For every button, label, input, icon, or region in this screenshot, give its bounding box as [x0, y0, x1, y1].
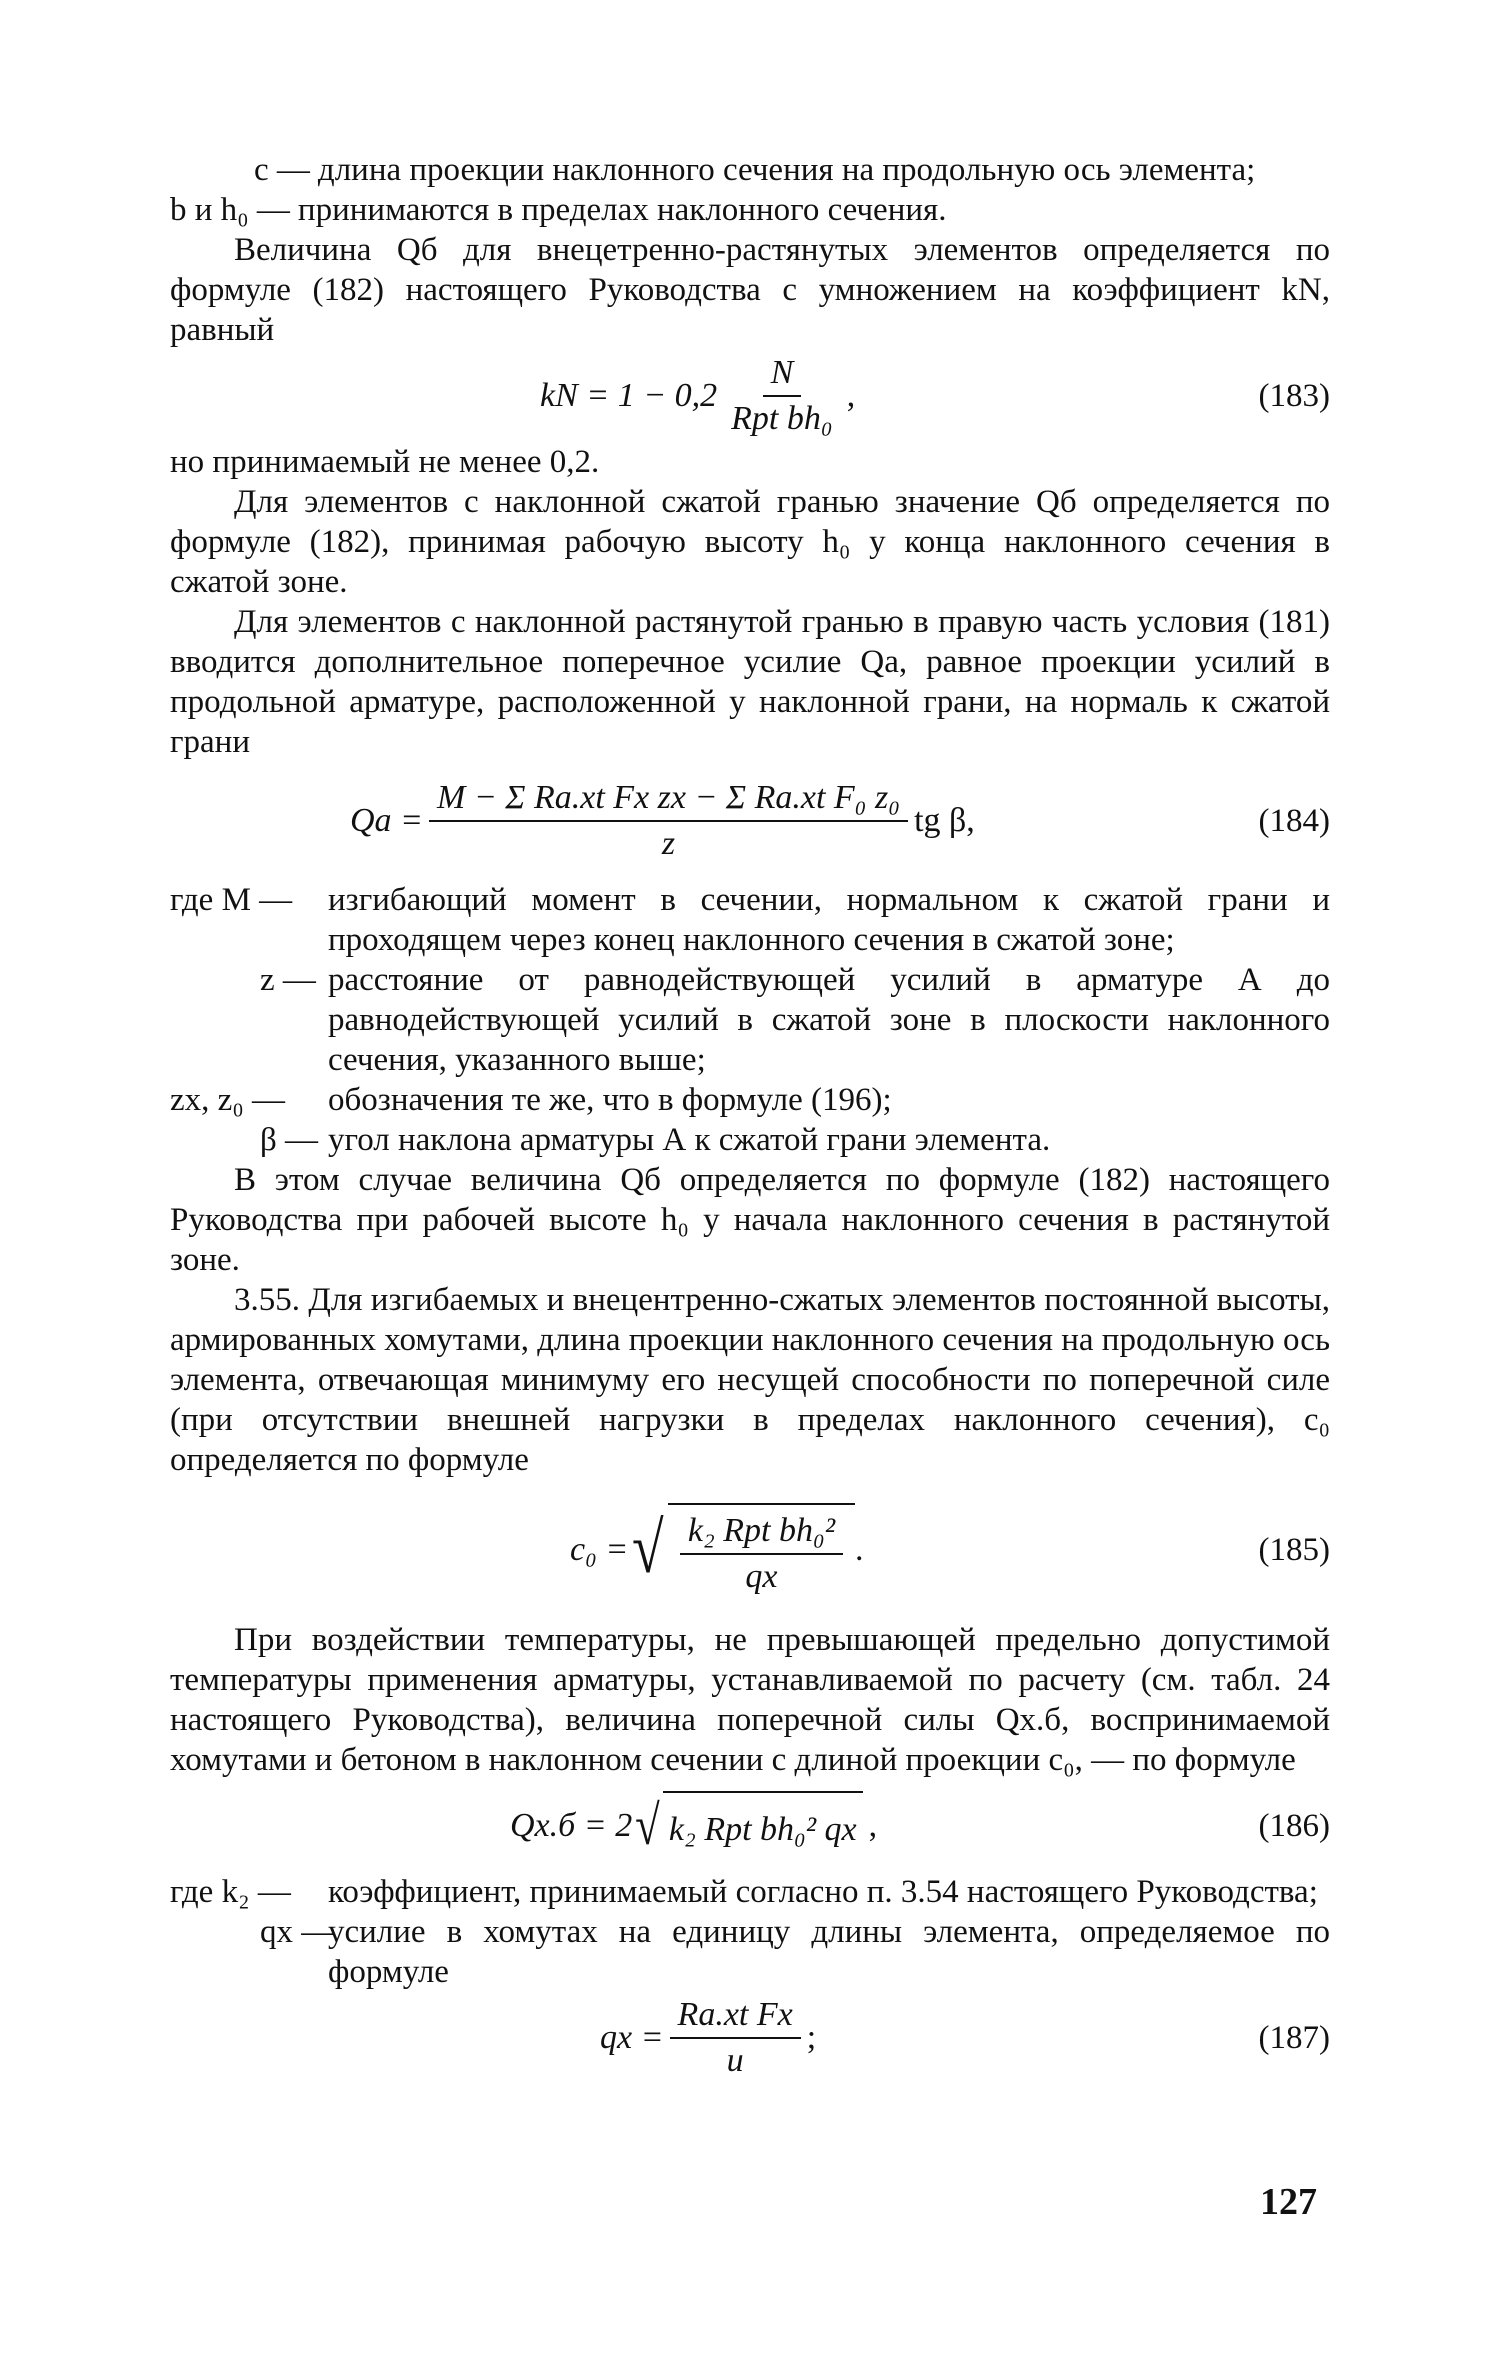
definition-text: усилие в хомутах на единицу длины элемента, определяемое по формуле — [328, 1914, 1330, 1990]
sqrt-sign-icon — [632, 1791, 862, 1861]
definition-text: коэффициент, принимаемый согласно п. 3.54 настоящего Руководства; — [328, 1874, 1318, 1910]
formula-183 — [170, 350, 1330, 442]
equation-number: (186) — [1258, 1807, 1330, 1844]
definition-M — [170, 880, 1330, 960]
formula-lhs: qх = — [600, 2019, 664, 2056]
sqrt-sign-icon — [628, 1503, 855, 1597]
formula-radicand: k₂ Rpt bh₀² qх — [663, 1791, 863, 1861]
paragraph-min-value: но принимаемый не менее 0,2. — [170, 444, 600, 480]
definition-symbol: c — — [254, 152, 310, 188]
definition-symbol: где k₂ — — [170, 1874, 291, 1910]
formula-fraction — [429, 778, 908, 864]
document-body — [170, 150, 1330, 2084]
definition-symbol: qх — — [260, 1914, 335, 1950]
definition-qx — [170, 1912, 1330, 1992]
definition-symbol: где M — — [170, 882, 293, 918]
paragraph-in-this-case: В этом случае величина Qб определяется по формуле (182) настоящего Руководства при рабочей высоте h₀ у начала наклонного сечения в растянутой зоне. — [170, 1162, 1330, 1278]
formula-tail: ; — [806, 2019, 817, 2056]
definition-text: принимаются в пределах наклонного сечения. — [297, 192, 947, 228]
formula-lhs: Qх.б = 2 — [510, 1807, 633, 1844]
formula-186 — [170, 1780, 1330, 1872]
formula-tail: , — [868, 1807, 878, 1844]
formula-denominator: u — [726, 2042, 744, 2079]
definition-text: изгибающий момент в сечении, нормальном к сжатой грани и проходящем через конец наклонного сечения в сжатой зоне; — [328, 882, 1330, 958]
definition-c — [170, 150, 1330, 190]
formula-lhs: c₀ = — [570, 1531, 629, 1568]
definition-symbol: b и h₀ — — [170, 192, 290, 228]
paragraph-compressed-face: Для элементов с наклонной сжатой гранью значение Qб определяется по формуле (182), принимая рабочую высоту h₀ у конца наклонного сечения в сжатой зоне. — [170, 484, 1330, 600]
paragraph-kn-intro: Величина Qб для внецетренно-растянутых элементов определяется по формуле (182) настоящего Руководства с умножением на коэффициент kN, равный — [170, 232, 1330, 348]
definition-text: длина проекции наклонного сечения на продольную ось элемента; — [317, 152, 1256, 188]
definition-b-h0 — [170, 190, 1330, 230]
formula-184 — [170, 762, 1330, 880]
formula-187-expression — [600, 1992, 816, 2084]
formula-numerator: Rа.хt Fх — [670, 1995, 801, 2039]
equation-number: (184) — [1258, 802, 1330, 839]
formula-184-expression — [350, 762, 975, 880]
definition-k2 — [170, 1872, 1330, 1912]
formula-185-expression — [570, 1480, 864, 1620]
definition-symbol: zх, z₀ — — [170, 1082, 286, 1118]
equation-number: (183) — [1258, 377, 1330, 414]
equation-number: (187) — [1258, 2019, 1330, 2056]
formula-185 — [170, 1480, 1330, 1620]
formula-fraction — [670, 1995, 801, 2081]
radical-icon: √ — [635, 1795, 660, 1857]
formula-numerator: M − Σ Rа.хt Fх zх − Σ Rа.хt F₀ z₀ — [429, 778, 908, 822]
radical-icon: √ — [632, 1508, 664, 1588]
definition-symbol: β — — [260, 1122, 319, 1158]
formula-denominator: z — [661, 825, 676, 862]
paragraph-temperature: При воздействии температуры, не превышающей предельно допустимой температуры применения арматуры, устанавливаемой по расчету (см. табл. 24 настоящего Руководства), величина поперечной силы Qх.б, воспринимаемой хомутами и бетоном в наклонном сечении с длиной проекции c₀, — по формуле — [170, 1622, 1330, 1778]
definition-text: расстояние от равнодействующей усилий в арматуре А до равнодействующей усилий в сжатой зоне в плоскости наклонного сечения, указанного выше; — [328, 962, 1330, 1078]
definition-beta — [170, 1120, 1330, 1160]
formula-tail: . — [855, 1531, 864, 1568]
formula-lhs: kN = 1 − 0,2 — [540, 377, 718, 414]
paragraph-tensioned-face: Для элементов с наклонной растянутой гранью в правую часть условия (181) вводится дополнительное поперечное усилие Qа, равное проекции усилий в продольной арматуре, расположенной у наклонной грани, на нормаль к сжатой грани — [170, 604, 1330, 760]
definition-text: обозначения те же, что в формуле (196); — [328, 1082, 892, 1118]
definition-z — [170, 960, 1330, 1080]
formula-numerator: N — [763, 353, 802, 397]
equation-number: (185) — [1258, 1531, 1330, 1568]
formula-denominator: qх — [745, 1558, 778, 1595]
definition-zx-z0 — [170, 1080, 1330, 1120]
paragraph-3-55: 3.55. Для изгибаемых и внецентренно-сжатых элементов постоянной высоты, армированных хомутами, длина проекции наклонного сечения на продольную ось элемента, отвечающая минимуму его несущей способности по поперечной силе (при отсутствии внешней нагрузки в пределах наклонного сечения), c₀ определяется по формуле — [170, 1282, 1330, 1478]
definition-text: угол наклона арматуры А к сжатой грани элемента. — [328, 1122, 1051, 1158]
formula-fraction — [723, 353, 841, 439]
formula-186-expression — [510, 1780, 877, 1872]
definition-symbol: z — — [260, 962, 316, 998]
formula-183-expression — [540, 350, 855, 442]
formula-denominator: Rpt bh₀ — [731, 400, 833, 437]
formula-lhs: Qа = — [350, 802, 423, 839]
page-number: 127 — [1260, 2181, 1317, 2223]
formula-187 — [170, 1992, 1330, 2084]
formula-fraction — [680, 1511, 843, 1597]
formula-tail: tg β, — [914, 802, 975, 839]
formula-numerator: k₂ Rpt bh₀² — [680, 1511, 843, 1555]
formula-tail: , — [846, 377, 856, 414]
